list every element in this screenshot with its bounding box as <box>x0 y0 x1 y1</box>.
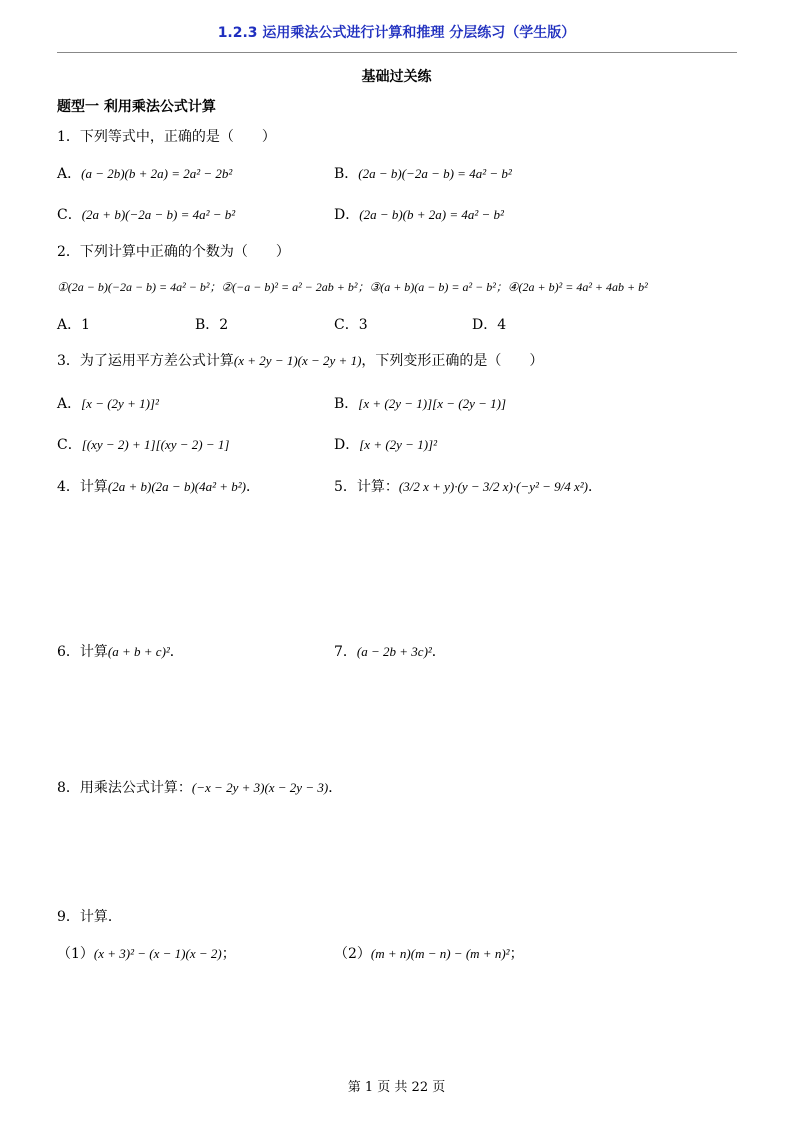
part-2-expression: (m + n)(m − n) − (m + n)² <box>370 946 510 961</box>
option-b-label: B． <box>334 166 359 182</box>
option-a-expression: [x − (2y + 1)]² <box>81 396 159 411</box>
part-1-label: （1） <box>57 946 94 962</box>
question-2-items: ①(2a − b)(−2a − b) = 4a² − b²；②(−a − b)² = a² − 2ab + b²；③(a + b)(a − b) = a² − b²；④(2a + b)² = 4a² + 4ab + b² <box>57 280 648 294</box>
question-6-prefix: 6．计算 <box>57 644 108 660</box>
page-footer: 第 1 页 共 22 页 <box>347 1080 446 1095</box>
question-5-expression: (3/2 x + y)·(y − 3/2 x)·(−y² − 9/4 x²) <box>398 479 588 494</box>
question-1-option-a <box>57 163 232 183</box>
question-8 <box>57 777 342 797</box>
question-3-stem <box>57 350 543 370</box>
question-1-option-d <box>334 204 504 224</box>
question-6-suffix: ． <box>169 644 184 660</box>
question-7 <box>334 641 446 661</box>
option-c-expression: [(xy − 2) + 1][(xy − 2) − 1] <box>81 437 230 452</box>
option-d-label: D． <box>334 437 360 453</box>
option-d-expression: (2a − b)(b + 2a) = 4a² − b² <box>359 207 504 222</box>
part-2-label: （2） <box>334 946 371 962</box>
question-4-prefix: 4．计算 <box>57 479 108 495</box>
option-c-label: C． <box>57 207 82 223</box>
document-header-title: 1.2.3 运用乘法公式进行计算和推理 分层练习（学生版） <box>217 25 576 41</box>
question-3-option-c <box>57 434 229 454</box>
part-2-suffix: ； <box>509 946 524 962</box>
question-2-option-c: C．3 <box>334 317 368 333</box>
question-8-suffix: ． <box>328 780 343 796</box>
option-c-label: C． <box>57 437 82 453</box>
question-2-option-a: A．1 <box>57 317 91 333</box>
option-b-expression: [x + (2y − 1)][x − (2y − 1)] <box>358 396 507 411</box>
option-b-expression: (2a − b)(−2a − b) = 4a² − b² <box>358 166 512 181</box>
question-9-part-2 <box>334 943 524 963</box>
question-1-option-b <box>334 163 512 183</box>
question-8-expression: (−x − 2y + 3)(x − 2y − 3) <box>191 780 329 795</box>
subheading: 题型一 利用乘法公式计算 <box>57 99 216 115</box>
question-4-expression: (2a + b)(2a − b)(4a² + b²) <box>107 479 247 494</box>
question-2-stem: 2．下列计算中正确的个数为（ ） <box>57 244 290 260</box>
option-a-label: A． <box>57 396 82 412</box>
question-2-option-d: D．4 <box>472 317 507 333</box>
question-7-expression: (a − 2b + 3c)² <box>356 644 432 659</box>
option-d-expression: [x + (2y − 1)]² <box>359 437 437 452</box>
question-9-stem: 9．计算． <box>57 909 122 925</box>
question-4 <box>57 476 260 496</box>
question-4-suffix: ． <box>246 479 261 495</box>
question-3-option-a <box>57 393 159 413</box>
option-d-label: D． <box>334 207 360 223</box>
question-5-prefix: 5．计算： <box>334 479 399 495</box>
question-1-option-c <box>57 204 235 224</box>
question-3-stem-prefix: 3．为了运用平方差公式计算 <box>57 353 234 369</box>
part-1-suffix: ； <box>221 946 236 962</box>
question-5 <box>334 476 602 496</box>
question-1-stem: 1．下列等式中，正确的是（ ） <box>57 129 276 145</box>
option-c-expression: (2a + b)(−2a − b) = 4a² − b² <box>81 207 236 222</box>
question-5-suffix: ． <box>588 479 602 495</box>
question-6-expression: (a + b + c)² <box>107 644 170 659</box>
section-title: 基础过关练 <box>361 69 432 85</box>
option-a-expression: (a − 2b)(b + 2a) = 2a² − 2b² <box>81 166 233 181</box>
part-1-expression: (x + 3)² − (x − 1)(x − 2) <box>93 946 222 961</box>
option-a-label: A． <box>57 166 82 182</box>
question-3-option-d <box>334 434 437 454</box>
question-6 <box>57 641 184 661</box>
option-b-label: B． <box>334 396 359 412</box>
question-3-stem-expression: (x + 2y − 1)(x − 2y + 1) <box>233 353 362 368</box>
question-2-option-b: B．2 <box>195 317 229 333</box>
question-3-stem-suffix: ，下列变形正确的是（ ） <box>361 353 544 369</box>
question-8-prefix: 8．用乘法公式计算： <box>57 780 192 796</box>
header-divider <box>57 52 737 53</box>
question-9-part-1 <box>57 943 236 963</box>
question-7-prefix: 7． <box>334 644 357 660</box>
question-3-option-b <box>334 393 506 413</box>
question-7-suffix: ． <box>431 644 446 660</box>
